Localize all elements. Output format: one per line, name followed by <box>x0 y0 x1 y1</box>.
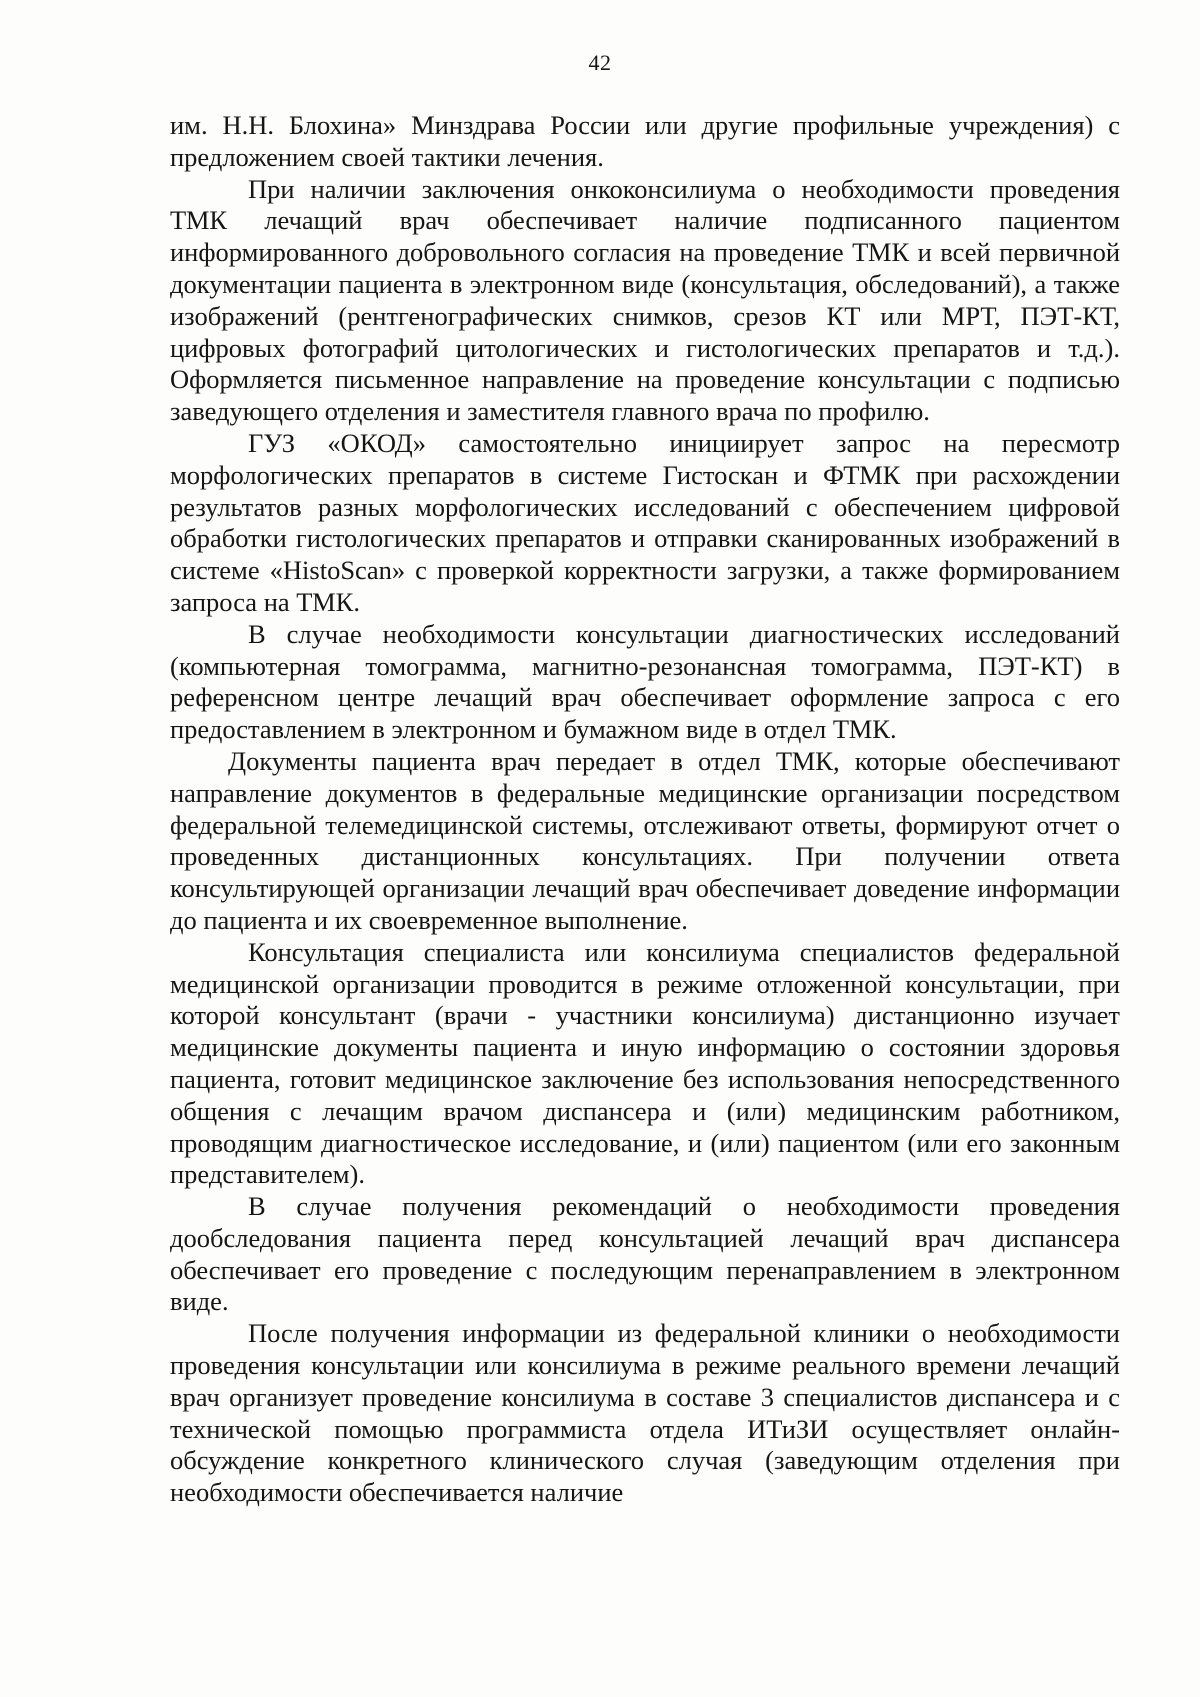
paragraph-6: Консультация специалиста или консилиума специалистов федеральной медицинской организации проводится в режиме отложенной консультации, при которой консультант (врачи - участники консилиума) дистанционно изучает медицинские документы пациента и иную информацию о состоянии здоровья пациента, готовит медицинское заключение без использования непосредственного общения с лечащим врачом диспансера и (или) медицинским работником, проводящим диагностическое исследование, и (или) пациентом (или его законным представителем). <box>170 936 1120 1190</box>
paragraph-4: В случае необходимости консультации диагностических исследований (компьютерная томограмма, магнитно-резонансная томограмма, ПЭТ-КТ) в референсном центре лечащий врач обеспечивает оформление запроса с его предоставлением в электронном и бумажном виде в отдел ТМК. <box>170 618 1120 745</box>
paragraph-7: В случае получения рекомендаций о необходимости проведения дообследования пациента перед консультацией лечащий врач диспансера обеспечивает его проведение с последующим перенаправлением в электронном виде. <box>170 1191 1120 1317</box>
paragraph-3: ГУЗ «ОКОД» самостоятельно инициирует запрос на пересмотр морфологических препаратов в системе Гистоскан и ФТМК при расхождении результатов разных морфологических исследований с обеспечением цифровой обработки гистологических препаратов и отправки сканированных изображений в системе «HistoScan» с проверкой корректности загрузки, а также формированием запроса на ТМК. <box>170 427 1120 617</box>
paragraph-5: Документы пациента врач передает в отдел ТМК, которые обеспечивают направление документов в федеральные медицинские организации посредством федеральной телемедицинской системы, отслеживают ответы, формируют отчет о проведенных дистанционных консультациях. При получении ответа консультирующей организации лечащий врач обеспечивает доведение информации до пациента и их своевременное выполнение. <box>170 745 1120 935</box>
paragraph-1: им. Н.Н. Блохина» Минздрава России или другие профильные учреждения) с предложением своей тактики лечения. <box>170 110 1120 172</box>
document-body <box>170 110 1120 1509</box>
paragraph-2: При наличии заключения онкоконсилиума о необходимости проведения ТМК лечащий врач обеспечивает наличие подписанного пациентом информированного добровольного согласия на проведение ТМК и всей первичной документации пациента в электронном виде (консультация, обследований), а также изображений (рентгенографических снимков, срезов КТ или МРТ, ПЭТ-КТ, цифровых фотографий цитологических и гистологических препаратов и т.д.). Оформляется письменное направление на проведение консультации с подписью заведующего отделения и заместителя главного врача по профилю. <box>170 173 1120 427</box>
page-number: 42 <box>588 50 612 75</box>
paragraph-8: После получения информации из федеральной клиники о необходимости проведения консультации или консилиума в режиме реального времени лечащий врач организует проведение консилиума в составе 3 специалистов диспансера и с технической помощью программиста отдела ИТиЗИ осуществляет онлайн-обсуждение конкретного клинического случая (заведующим отделения при необходимости обеспечивается наличие <box>170 1318 1120 1508</box>
